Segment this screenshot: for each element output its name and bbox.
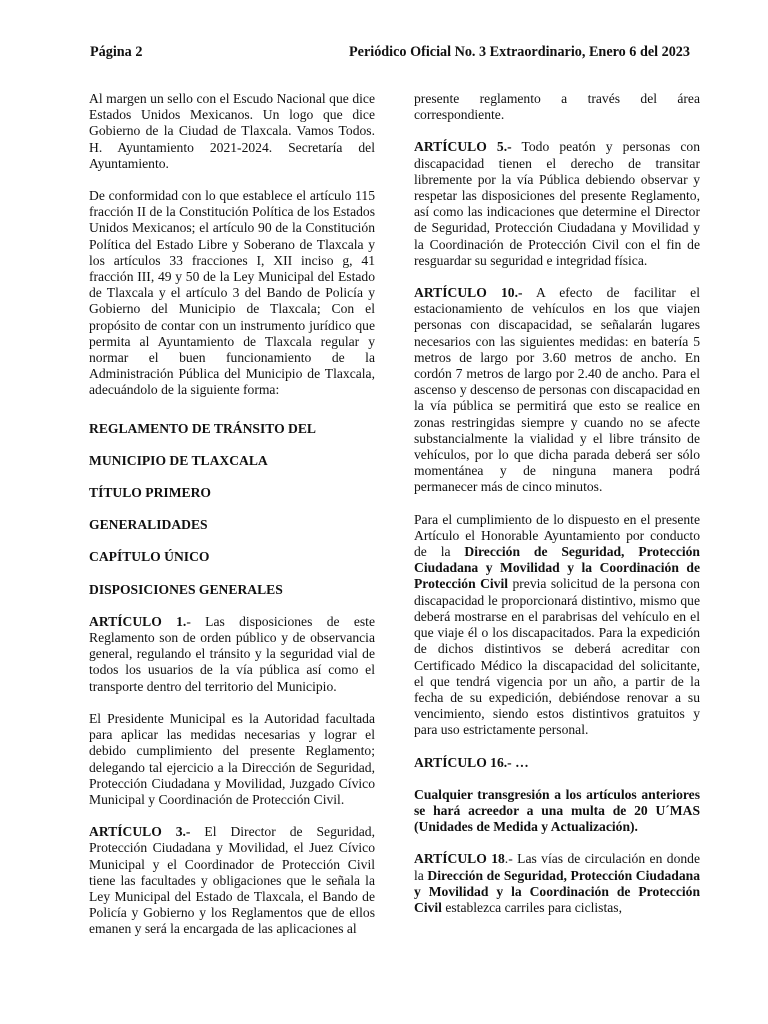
capitulo-heading — [89, 549, 375, 597]
continuation-paragraph: presente reglamento a través del área correspondiente. — [414, 91, 700, 123]
cumplimiento-text-b: previa solicitud de la persona con discapacidad le proporcionará distintivo, mismo que deberá mostrarse en el parabrisas del vehículo en el que viaje él o los discapacitados. Para la expedición de dichos distintivos se deberá acreditar con Certificado Médico la discapacidad del solicitante, el que tendrá vigencia por un año, a partir de la fecha de su expedición, debiéndose renovar a su vencimiento, siendo estos distintivos gratuitos y para uso estrictamente personal. — [414, 576, 700, 738]
articulo-1-text: - Las disposiciones de este Reglamento son de orden público y de observancia general, regulando el tránsito y la seguridad vial de todos los usuarios de la vía pública así como el transporte dentro del territorio del Municipio. — [89, 613, 375, 694]
articulo-10-label: ARTÍCULO 10.- — [414, 285, 523, 301]
articulo-1-label: ARTÍCULO 1. — [89, 613, 187, 629]
articulo-5-text: Todo peatón y personas con discapacidad tienen el derecho de transitar libremente por la vía Pública debiendo observar y respetar las disposiciones del presente Reglamento, así como las indicaciones que determine el Director de Seguridad, Protección Ciudadana y Movilidad y la Coordinación de Protección Civil con el fin de resguardar su seguridad e integridad física. — [414, 139, 700, 268]
titulo-line-2: GENERALIDADES — [89, 517, 208, 533]
presidente-paragraph: El Presidente Municipal es la Autoridad facultada para aplicar las medidas necesarias y lograr el debido cumplimiento del presente Reglamento; delegando tal ejercicio a la Dirección de Seguridad, Protección Ciudadana y Movilidad, Juzgado Cívico Municipal y Coordinación de Protección Civil. — [89, 710, 375, 807]
articulo-10-text: A efecto de facilitar el estacionamiento de vehículos en los que viajen personas con discapacidad, se señalarán lugares necesarios con las siguientes medidas: en batería 5 metros de largo por 3.60 metros de ancho. En cordón 7 metros de largo por 2.40 de ancho. Para el ascenso y descenso de personas con discapacidad en la vía pública se permitirá que esto se realice en zonas restringidas siempre y cuando no se afecte substancialmente la vialidad y el libre tránsito de vehículos, por lo que dicha parada deberá ser sólo momentánea y de ninguna manera podrá permanecer más de cinco minutos. — [414, 285, 700, 495]
articulo-5 — [414, 139, 700, 269]
articulo-16-label: ARTÍCULO 16.- … — [414, 754, 529, 770]
articulo-18-text-a: .- Las vías de circulación en donde la — [414, 851, 700, 883]
transgresion-paragraph — [414, 787, 700, 836]
articulo-5-label: ARTÍCULO 5.- — [414, 139, 512, 155]
cumplimiento-paragraph — [414, 512, 700, 739]
conformidad-paragraph: De conformidad con lo que establece el artículo 115 fracción II de la Constitución Política de los Estados Unidos Mexicanos; el artículo 90 de la Constitución Política del Estado Libre y Soberano de Tlaxcala y los artículos 33 fracciones I, XII inciso g, 41 fracción III, 49 y 50 de la Ley Municipal del Estado de Tlaxcala y el artículo 3 del Bando de Policía y Gobierno del Municipio de Tlaxcala; Con el propósito de contar con un instrumento jurídico que permita al Ayuntamiento de Tlaxcala regular y normar el buen funcionamiento de la Administración Pública del Municipio de Tlaxcala, adecuándolo de la siguiente forma: — [89, 188, 375, 398]
cumplimiento-text-a: Para el cumplimiento de lo dispuesto en el presente Artículo el Honorable Ayuntamiento por conducto de la — [414, 511, 700, 560]
page-header — [90, 44, 690, 64]
page-number: Página 2 — [90, 44, 143, 60]
articulo-10 — [414, 285, 700, 496]
reglamento-heading — [89, 421, 375, 469]
left-column — [89, 91, 375, 954]
articulo-1 — [89, 614, 375, 695]
cumplimiento-bold: Dirección de Seguridad, Protección Ciudadana y Movilidad y la Coordinación de Protección Civil — [414, 544, 700, 592]
capitulo-line-1: CAPÍTULO ÚNICO — [89, 549, 210, 565]
articulo-18-text-b: establezca carriles para ciclistas, — [441, 899, 622, 915]
titulo-heading — [89, 485, 375, 533]
reglamento-title-line-2: MUNICIPIO DE TLAXCALA — [89, 452, 268, 468]
articulo-3-text: El Director de Seguridad, Protección Ciudadana y Movilidad, el Juez Cívico Municipal y el Coordinador de Protección Civil tiene las facultades y obligaciones que le señala la Ley Municipal del Estado de Tlaxcala, el Bando de Policía y Gobierno y los Reglamentos que de ellos emanen y será la encargada de las aplicaciones al — [89, 824, 375, 937]
publication-title: Periódico Oficial No. 3 Extraordinario, Enero 6 del 2023 — [349, 44, 690, 60]
transgresion-text: Cualquier transgresión a los artículos anteriores se hará acreedor a una multa de 20 U´MAS (Unidades de Medida y Actualización). — [414, 786, 700, 835]
right-column — [414, 91, 700, 932]
articulo-18-label: ARTÍCULO 18 — [414, 851, 505, 867]
reglamento-title-line-1: REGLAMENTO DE TRÁNSITO DEL — [89, 420, 316, 436]
articulo-3 — [89, 824, 375, 937]
capitulo-line-2: DISPOSICIONES GENERALES — [89, 581, 283, 597]
intro-paragraph: Al margen un sello con el Escudo Nacional que dice Estados Unidos Mexicanos. Un logo que dice Gobierno de la Ciudad de Tlaxcala. Vamos Todos. H. Ayuntamiento 2021-2024. Secretaría del Ayuntamiento. — [89, 91, 375, 171]
articulo-3-label: ARTÍCULO 3.- — [89, 824, 191, 840]
articulo-18-bold: Dirección de Seguridad, Protección Ciudadana y Movilidad y la Coordinación de Protección Civil — [414, 867, 700, 915]
articulo-18 — [414, 851, 700, 916]
articulo-16 — [414, 755, 700, 771]
titulo-line-1: TÍTULO PRIMERO — [89, 485, 211, 501]
